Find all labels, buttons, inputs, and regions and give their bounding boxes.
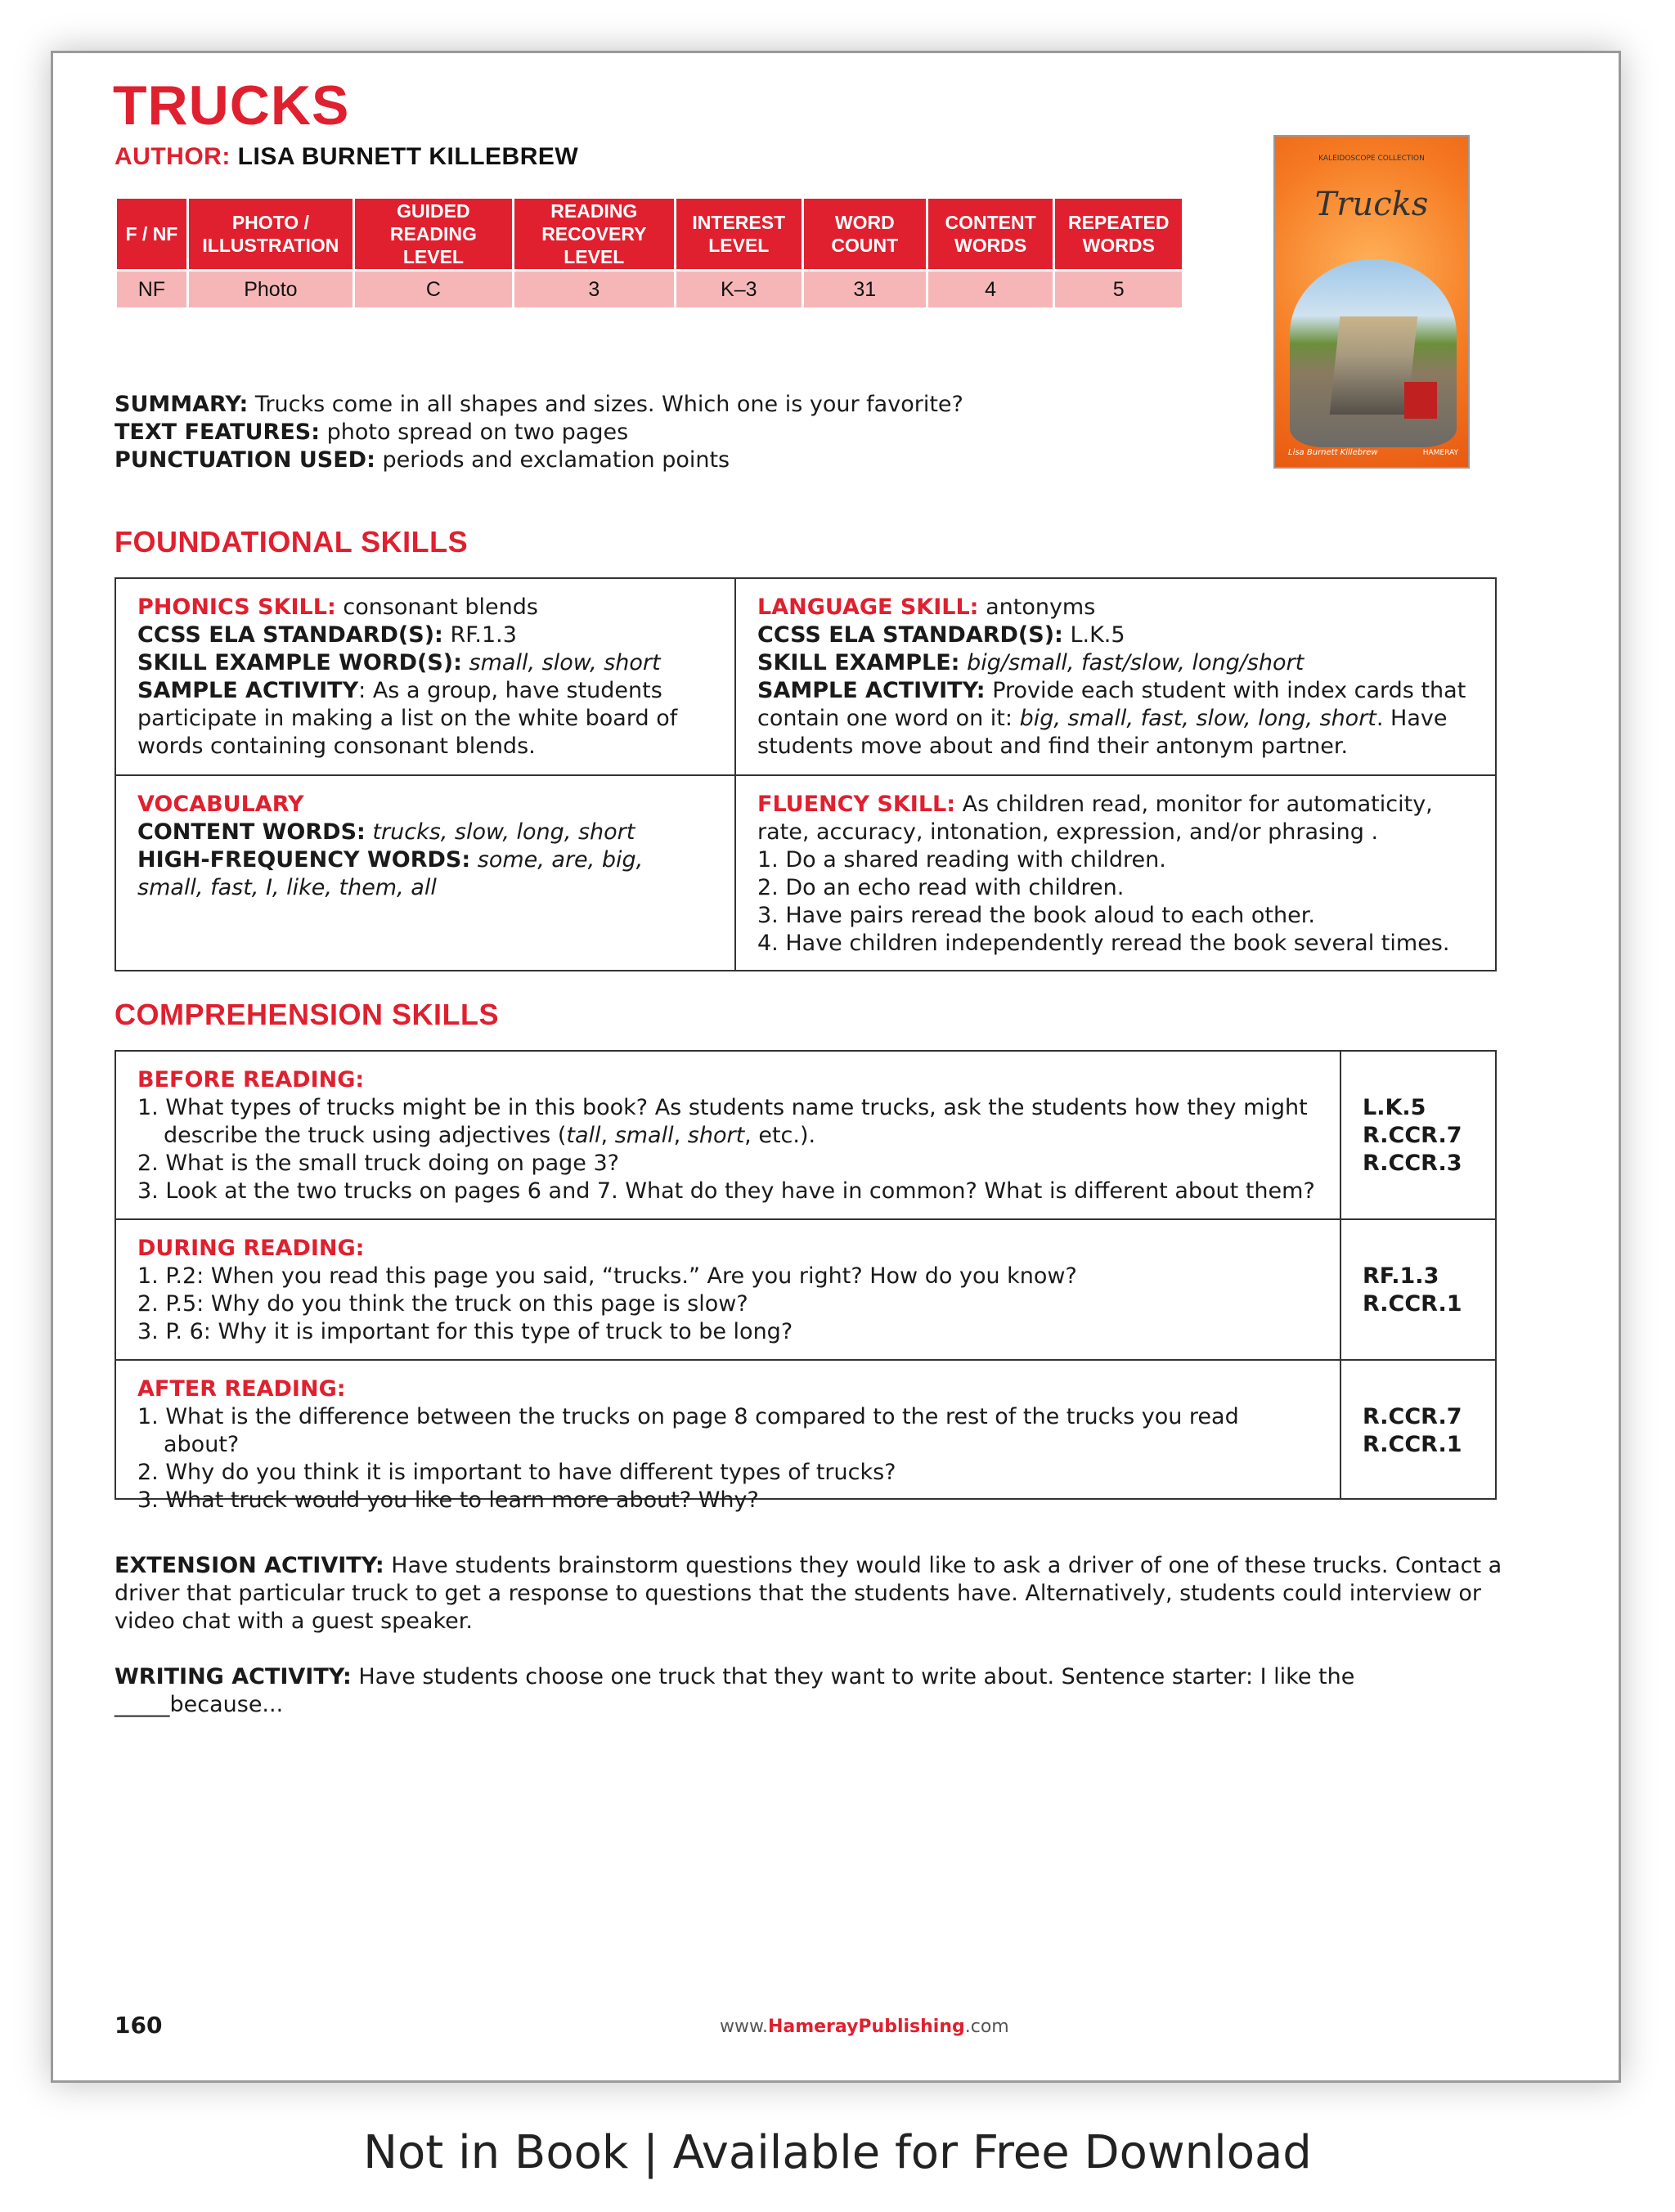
before-standards	[1363, 1094, 1462, 1178]
during-reading-label: DURING READING:	[137, 1236, 365, 1261]
phonics-std-label: CCSS ELA STANDARD(S):	[137, 622, 443, 648]
features-label: TEXT FEATURES:	[115, 420, 321, 445]
after-reading-label: AFTER READING:	[137, 1376, 346, 1402]
comprehension-heading: COMPREHENSION SKILLS	[115, 998, 500, 1031]
meta-header-wordcount: WORD COUNT	[802, 198, 927, 271]
standard-code: R.CCR.3	[1363, 1151, 1462, 1176]
hf-words-label: HIGH-FREQUENCY WORDS:	[137, 847, 471, 873]
meta-header-recovery: READING RECOVERY LEVEL	[513, 198, 675, 271]
phonics-cell	[116, 579, 734, 775]
fluency-item: 1. Do a shared reading with children.	[757, 847, 1166, 873]
comprehension-box	[115, 1050, 1497, 1513]
meta-header-repeated: REPEATED WORDS	[1054, 198, 1183, 271]
meta-value-wordcount: 31	[802, 271, 927, 309]
foundational-heading: FOUNDATIONAL SKILLS	[115, 525, 469, 559]
cover-publisher-logo: HAMERAY	[1422, 449, 1458, 457]
phonics-ex: small, slow, short	[469, 650, 661, 675]
cover-truck-photo	[1290, 259, 1457, 447]
comprehension-divider-v	[1340, 1052, 1341, 1498]
standard-code: R.CCR.1	[1363, 1432, 1462, 1457]
meta-header-interest: INTEREST LEVEL	[675, 198, 802, 271]
during-standards	[1363, 1263, 1462, 1318]
meta-header-fnf: F / NF	[116, 198, 188, 271]
before-reading-label: BEFORE READING:	[137, 1067, 365, 1093]
after-q1: 1. What is the difference between the trucks on page 8 compared to the rest of the trucks you read about?	[137, 1404, 1239, 1457]
language-ex: big/small, fast/slow, long/short	[967, 650, 1305, 675]
fluency-cell	[736, 776, 1497, 972]
meta-header-guided: GUIDED READING LEVEL	[353, 198, 513, 271]
before-q1-short: short	[687, 1123, 745, 1148]
after-reading-cell	[116, 1361, 1340, 1529]
punctuation-line	[115, 446, 963, 474]
standard-code: R.CCR.1	[1363, 1291, 1462, 1317]
url-suffix: .com	[964, 2017, 1009, 2037]
meta-value-fnf: NF	[116, 271, 188, 309]
punctuation-label: PUNCTUATION USED:	[115, 447, 375, 473]
language-value: antonyms	[986, 595, 1096, 620]
url-prefix: www.	[720, 2017, 768, 2037]
phonics-act: : As a group, have students participate in making a list on the white board of words containing consonant blends.	[137, 678, 678, 759]
meta-header-row	[116, 198, 1183, 271]
book-info	[115, 391, 963, 474]
after-standards	[1363, 1403, 1462, 1459]
vocabulary-cell	[116, 776, 734, 917]
phonics-std: RF.1.3	[450, 622, 517, 648]
standard-code: R.CCR.7	[1363, 1404, 1462, 1429]
author-label: AUTHOR:	[115, 143, 231, 170]
publisher-url[interactable]	[720, 2017, 1009, 2037]
fluency-label: FLUENCY SKILL:	[757, 792, 956, 817]
language-std-label: CCSS ELA STANDARD(S):	[757, 622, 1063, 648]
language-cell	[736, 579, 1497, 775]
language-ex-label: SKILL EXAMPLE:	[757, 650, 960, 675]
meta-header-content: CONTENT WORDS	[927, 198, 1054, 271]
cover-title: Trucks	[1314, 186, 1429, 223]
meta-value-interest: K–3	[675, 271, 802, 309]
before-q1-small: small	[614, 1123, 674, 1148]
meta-value-row	[116, 271, 1183, 309]
phonics-ex-label: SKILL EXAMPLE WORD(S):	[137, 650, 462, 675]
url-domain: HamerayPublishing	[767, 2017, 965, 2037]
fluency-desc: As children read, monitor for automaticity, rate, accuracy, intonation, expression, and/or phrasing .	[757, 792, 1433, 845]
before-reading-cell	[116, 1052, 1340, 1220]
language-label: LANGUAGE SKILL:	[757, 595, 979, 620]
hf-words: some, are, big, small, fast, I, like, them, all	[137, 847, 644, 900]
fluency-item: 4. Have children independently reread the book several times.	[757, 931, 1450, 956]
content-words-label: CONTENT WORDS:	[137, 819, 366, 845]
before-q1	[137, 1094, 1318, 1150]
writing-text: Have students choose one truck that they want to write about. Sentence starter: I like the _____because...	[115, 1664, 1355, 1717]
before-q1-end: , etc.).	[744, 1123, 816, 1148]
writing-activity	[115, 1663, 1505, 1719]
standard-code: RF.1.3	[1363, 1263, 1439, 1289]
extension-label: EXTENSION ACTIVITY:	[115, 1553, 384, 1578]
content-words: trucks, slow, long, short	[372, 819, 635, 845]
cover-brand: KALEIDOSCOPE COLLECTION	[1318, 155, 1425, 163]
meta-value-guided: C	[353, 271, 513, 309]
standard-code: R.CCR.7	[1363, 1123, 1462, 1148]
language-act-words: big, small, fast, slow, long, short	[1019, 706, 1376, 731]
before-q1-sep: ,	[600, 1123, 615, 1148]
during-q3: 3. P. 6: Why it is important for this type of truck to be long?	[137, 1319, 793, 1344]
before-q1-tall: tall	[566, 1123, 601, 1148]
meta-value-photo: Photo	[187, 271, 353, 309]
author-line	[115, 143, 578, 171]
page-number: 160	[115, 2012, 163, 2039]
cover-author: Lisa Burnett Killebrew	[1288, 448, 1378, 457]
summary-label: SUMMARY:	[115, 392, 249, 417]
fluency-item: 2. Do an echo read with children.	[757, 875, 1125, 900]
during-reading-cell	[116, 1220, 1340, 1361]
foundational-box	[115, 577, 1497, 971]
phonics-value: consonant blends	[343, 595, 538, 620]
after-q2: 2. Why do you think it is important to have different types of trucks?	[137, 1460, 896, 1485]
punctuation-text: periods and exclamation points	[382, 447, 730, 473]
meta-header-photo: PHOTO / ILLUSTRATION	[187, 198, 353, 271]
phonics-act-label: SAMPLE ACTIVITY	[137, 678, 359, 703]
language-act-b: . Have students move about and find their antonym partner.	[757, 706, 1448, 759]
language-act-label: SAMPLE ACTIVITY:	[757, 678, 986, 703]
before-q3: 3. Look at the two trucks on pages 6 and 7. What do they have in common? What is different about them?	[137, 1178, 1315, 1204]
during-q2: 2. P.5: Why do you think the truck on this page is slow?	[137, 1291, 748, 1317]
during-q1: 1. P.2: When you read this page you said, “trucks.” Are you right? How do you know?	[137, 1263, 1077, 1289]
vocabulary-label: VOCABULARY	[137, 792, 304, 817]
before-q1-sep: ,	[673, 1123, 688, 1148]
book-meta-table	[115, 196, 1184, 310]
before-q2: 2. What is the small truck doing on page 3?	[137, 1151, 620, 1176]
meta-value-repeated: 5	[1054, 271, 1183, 309]
fluency-item: 3. Have pairs reread the book aloud to each other.	[757, 903, 1315, 928]
author-name: LISA BURNETT KILLEBREW	[237, 143, 579, 170]
summary-line	[115, 391, 963, 419]
language-act-a: Provide each student with index cards that contain one word on it:	[757, 678, 1466, 731]
before-q1-text: 1. What types of trucks might be in this book? As students name trucks, ask the students how they might describe the truck using adjectives (	[137, 1095, 1308, 1148]
after-q3: 3. What truck would you like to learn more about? Why?	[137, 1487, 759, 1513]
writing-label: WRITING ACTIVITY:	[115, 1664, 352, 1689]
phonics-label: PHONICS SKILL:	[137, 595, 336, 620]
standard-code: L.K.5	[1363, 1095, 1426, 1120]
extension-activity	[115, 1552, 1505, 1635]
meta-value-content: 4	[927, 271, 1054, 309]
summary-text: Trucks come in all shapes and sizes. Which one is your favorite?	[254, 392, 963, 417]
book-title: TRUCKS	[113, 74, 350, 137]
meta-value-recovery: 3	[513, 271, 675, 309]
features-line	[115, 419, 963, 446]
book-cover-image	[1273, 135, 1470, 469]
extension-text: Have students brainstorm questions they would like to ask a driver of one of these trucks. Contact a driver that particular truck to get a response to questions that the students have. Alternatively, students could interview or video chat with a guest speaker.	[115, 1553, 1502, 1634]
truck-cab	[1404, 382, 1437, 419]
language-std: L.K.5	[1070, 622, 1125, 648]
download-notice: Not in Book | Available for Free Download	[363, 2126, 1312, 2179]
features-text: photo spread on two pages	[326, 420, 629, 445]
